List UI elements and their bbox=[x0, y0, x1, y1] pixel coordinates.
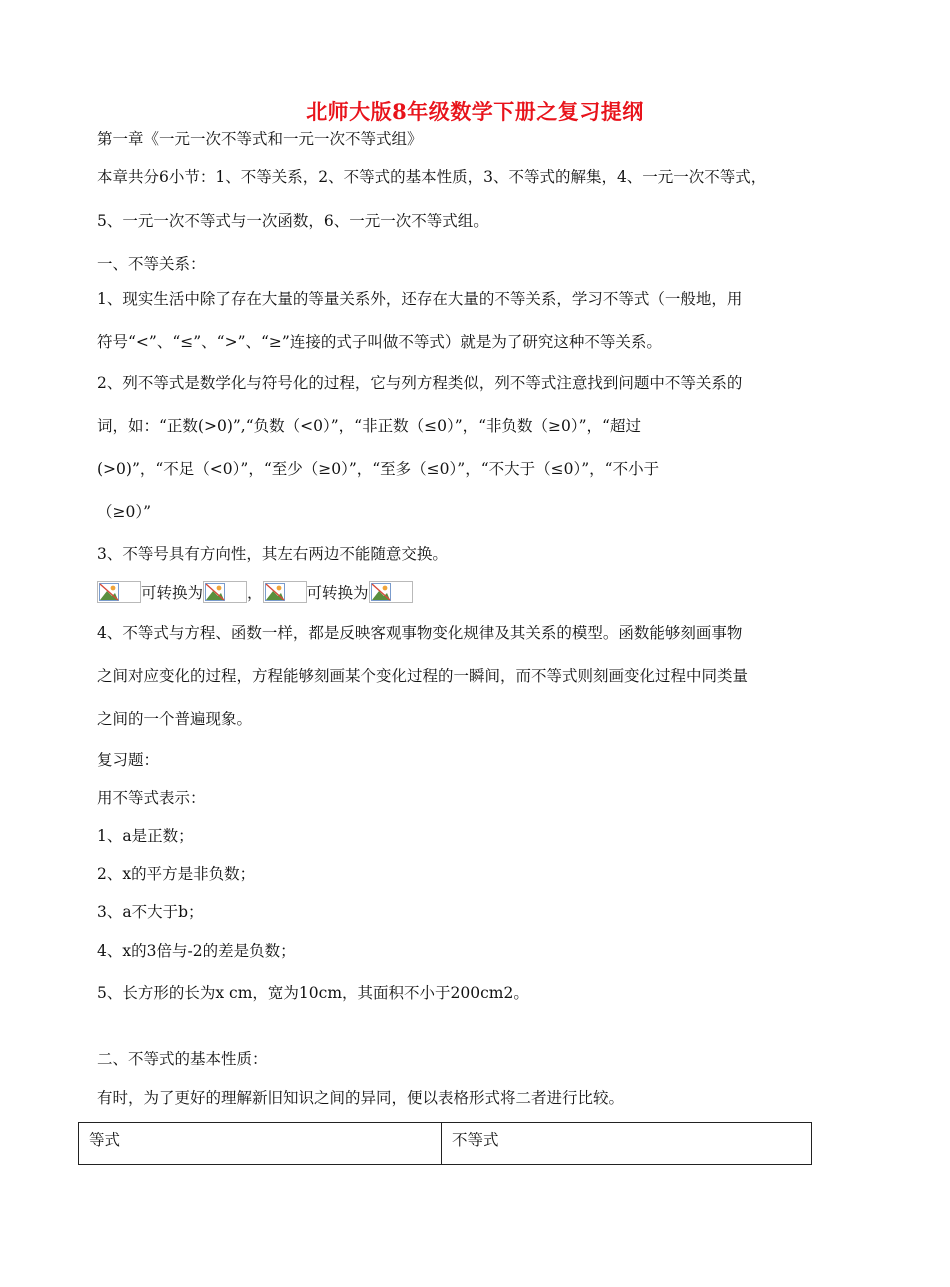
question-3: 3、a不大于b； bbox=[97, 903, 204, 921]
table-header-row bbox=[79, 1123, 812, 1165]
intro-line-1: 本章共分6小节：1、不等关系，2、不等式的基本性质，3、不等式的解集，4、一元一次不等式， bbox=[97, 168, 767, 186]
para-3: 3、不等号具有方向性，其左右两边不能随意交换。 bbox=[97, 545, 448, 563]
convert-text: 可转换为 bbox=[306, 584, 369, 602]
question-2: 2、x的平方是非负数； bbox=[97, 865, 256, 883]
table-header-equation: 等式 bbox=[79, 1123, 442, 1165]
para-1-line-2: 符号“<”、“≤”、“>”、“≥”连接的式子叫做不等式）就是为了研究这种不等关系。 bbox=[97, 333, 662, 351]
comparison-table bbox=[78, 1122, 812, 1165]
document-title: 北师大版8年级数学下册之复习提纲 bbox=[306, 99, 644, 124]
para-4-line-1: 4、不等式与方程、函数一样，都是反映客观事物变化规律及其关系的模型。函数能够刻画事物 bbox=[97, 624, 743, 642]
question-4: 4、x的3倍与-2的差是负数； bbox=[97, 942, 296, 960]
broken-image-icon bbox=[97, 581, 141, 603]
chapter-title: 第一章《一元一次不等式和一元一次不等式组》 bbox=[97, 130, 423, 148]
para-1-line-1: 1、现实生活中除了存在大量的等量关系外，还存在大量的不等关系，学习不等式（一般地，用 bbox=[97, 290, 743, 308]
review-heading: 复习题： bbox=[97, 751, 160, 769]
para-2-line-3: (>0)”，“不足（<0）”，“至少（≥0）”，“至多（≤0）”，“不大于（≤0）”，“不小于 bbox=[97, 460, 660, 478]
comma-separator: ， bbox=[247, 584, 263, 602]
para-2-line-1: 2、列不等式是数学化与符号化的过程，它与列方程类似，列不等式注意找到问题中不等关系的 bbox=[97, 374, 743, 392]
broken-image-icon bbox=[369, 581, 413, 603]
review-subheading: 用不等式表示： bbox=[97, 789, 206, 807]
section-1-heading: 一、不等关系： bbox=[97, 255, 206, 273]
section-2-intro: 有时，为了更好的理解新旧知识之间的异同，便以表格形式将二者进行比较。 bbox=[97, 1089, 625, 1107]
question-1: 1、a是正数； bbox=[97, 827, 194, 845]
section-2-heading: 二、不等式的基本性质： bbox=[97, 1050, 268, 1068]
broken-image-icon bbox=[203, 581, 247, 603]
convert-text: 可转换为 bbox=[141, 584, 204, 602]
table-header-inequality: 不等式 bbox=[442, 1123, 812, 1165]
para-2-line-2: 词，如：“正数(>0)”,“负数（<0）”，“非正数（≤0）”，“非负数（≥0）”，“超过 bbox=[97, 417, 641, 435]
para-4-line-3: 之间的一个普遍现象。 bbox=[97, 710, 253, 728]
conversion-row bbox=[97, 581, 413, 604]
para-2-line-4: （≥0）” bbox=[97, 503, 152, 521]
intro-line-2: 5、一元一次不等式与一次函数，6、一元一次不等式组。 bbox=[97, 212, 489, 230]
broken-image-icon bbox=[263, 581, 307, 603]
para-4-line-2: 之间对应变化的过程，方程能够刻画某个变化过程的一瞬间，而不等式则刻画变化过程中同类量 bbox=[97, 667, 749, 685]
question-5: 5、长方形的长为x cm，宽为10cm，其面积不小于200cm2。 bbox=[97, 984, 529, 1002]
